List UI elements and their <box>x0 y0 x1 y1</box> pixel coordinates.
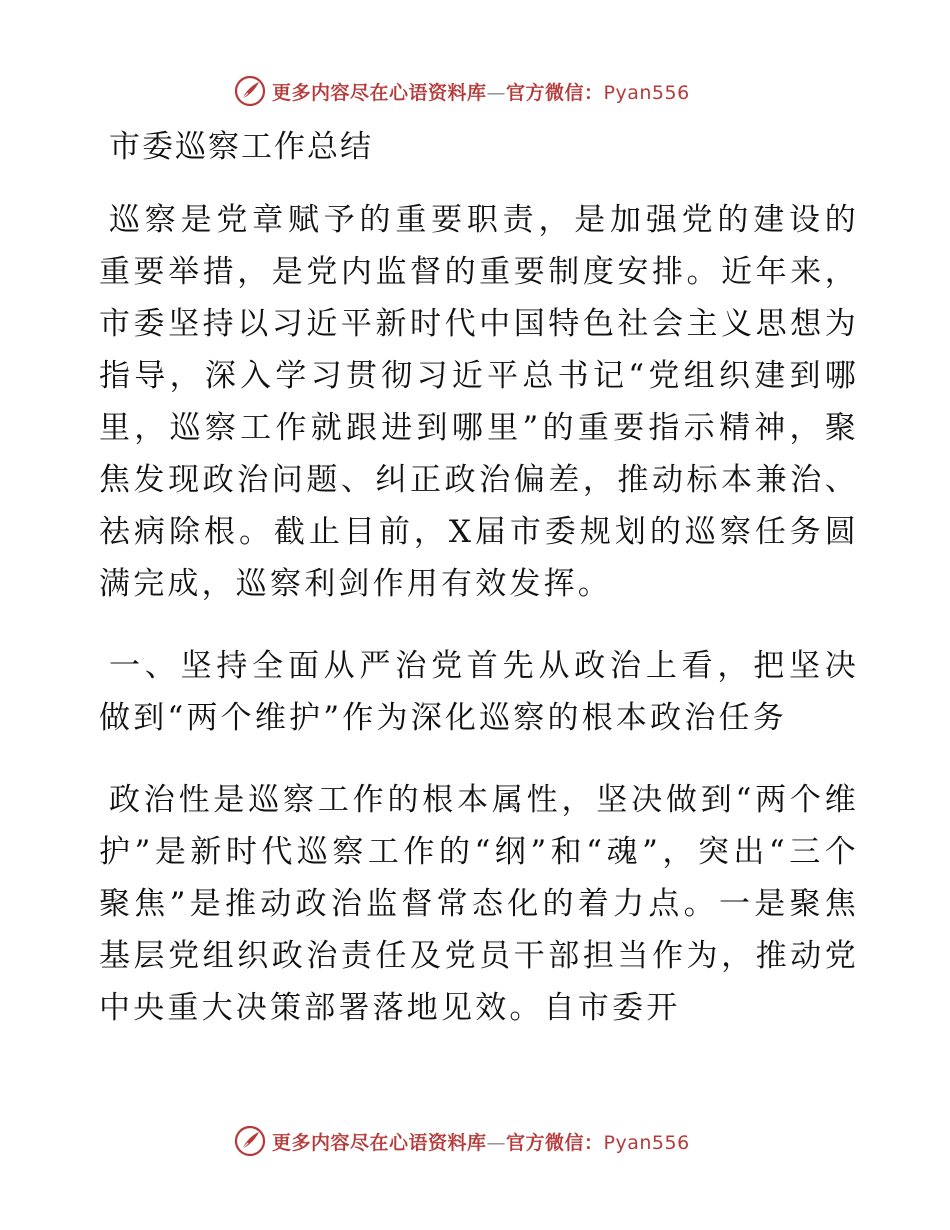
watermark-text <box>272 1128 690 1155</box>
paragraph-section-1: 政治性是巡察工作的根本属性，坚决做到“两个维护”是新时代巡察工作的“纲”和“魂”，突出“三个聚焦”是推动政治监督常态化的着力点。一是聚焦基层党组织政治责任及党员干部担当作为，推动党中央重大决策部署落地见效。自市委开 <box>99 782 859 1026</box>
section-heading-1: 一、坚持全面从严治党首先从政治上看，把坚决做到“两个维护”作为深化巡察的根本政治任务 <box>99 648 859 736</box>
watermark-wechat-id: Pyan556 <box>603 81 690 104</box>
watermark-text <box>272 78 690 105</box>
watermark-site: 更多内容尽在心语资料库 <box>272 81 487 104</box>
watermark-wechat-id: Pyan556 <box>603 1131 690 1154</box>
footer-watermark <box>234 1124 690 1158</box>
paragraph-intro: 巡察是党章赋予的重要职责，是加强党的建设的重要举措，是党内监督的重要制度安排。近年来，市委坚持以习近平新时代中国特色社会主义思想为指导，深入学习贯彻习近平总书记“党组织建到哪里，巡察工作就跟进到哪里”的重要指示精神，聚焦发现政治问题、纠正政治偏差，推动标本兼治、祛病除根。截止目前，X届市委规划的巡察任务圆满完成，巡察利剑作用有效发挥。 <box>99 202 859 602</box>
watermark-separator: — <box>486 81 507 104</box>
watermark-separator: — <box>486 1131 507 1154</box>
watermark-wechat-label: 官方微信： <box>506 1131 604 1154</box>
document-body <box>99 122 859 1064</box>
document-title: 市委巡察工作总结 <box>109 129 373 165</box>
watermark-site: 更多内容尽在心语资料库 <box>272 1131 487 1154</box>
feather-pen-logo-icon <box>234 75 266 107</box>
watermark-wechat-label: 官方微信： <box>506 81 604 104</box>
feather-pen-logo-icon <box>234 1125 266 1157</box>
header-watermark <box>234 74 690 108</box>
